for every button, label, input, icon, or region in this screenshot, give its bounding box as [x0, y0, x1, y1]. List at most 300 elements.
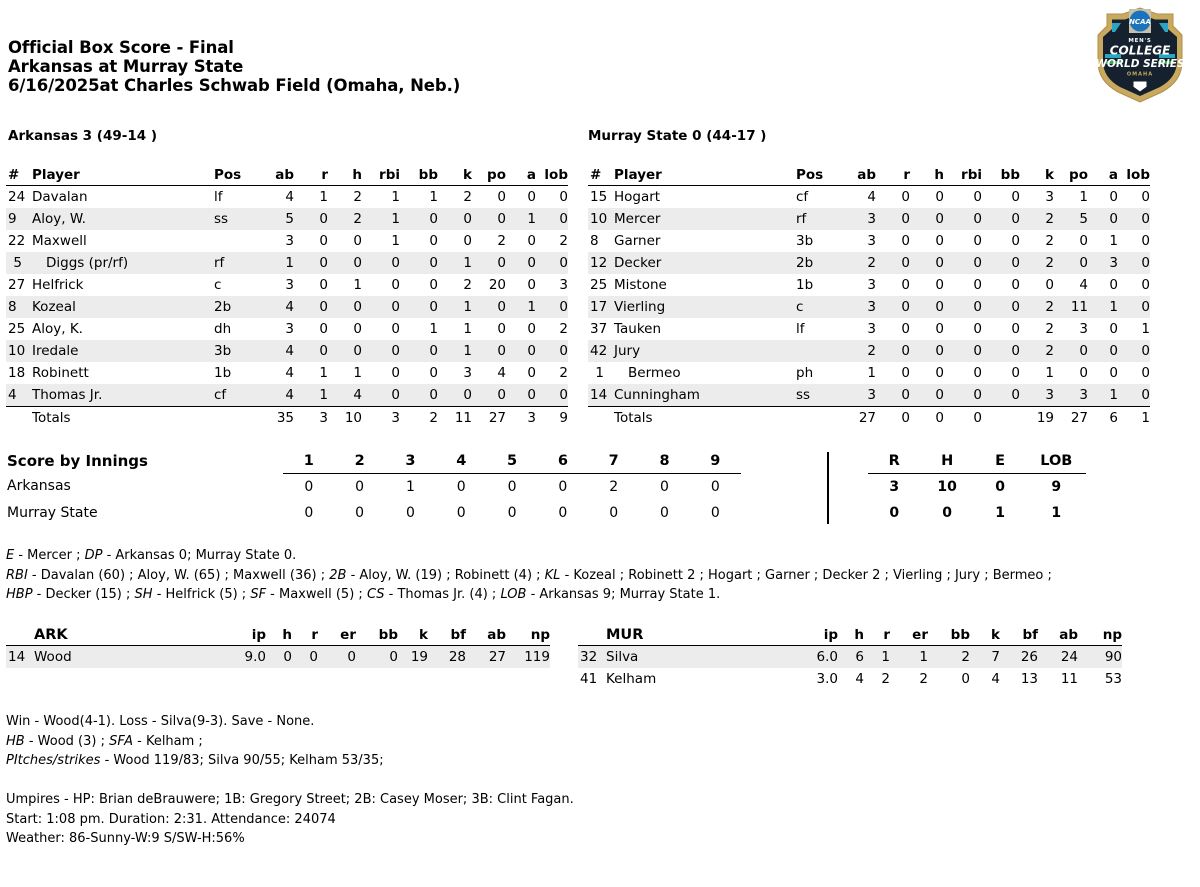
cell-rbi: 0 — [973, 277, 982, 293]
cell-r: 0 — [876, 208, 910, 230]
col-k: k — [438, 166, 472, 186]
cell-num: 5 — [6, 252, 32, 274]
totals-cell-rbi: 0 — [973, 410, 982, 426]
sbi-inning-3: 0 — [405, 504, 415, 521]
pit-cell-bb: 0 — [356, 646, 398, 669]
sbi-gap-b — [823, 473, 867, 500]
logo-mens-text: MEN'S — [1128, 38, 1152, 44]
inning-header-2: 2 — [334, 452, 385, 473]
cell-lob: 0 — [1118, 340, 1150, 362]
cell-ab: 4 — [285, 189, 294, 205]
col-bb: bb — [400, 166, 438, 186]
cell-rbi: 0 — [362, 340, 400, 362]
col-number: # — [588, 166, 614, 186]
sbi-hits: 0 — [942, 504, 953, 521]
cell-lob: 0 — [1118, 384, 1150, 407]
cell-pos: ss — [208, 208, 260, 230]
sbi-spacer-a — [741, 452, 824, 473]
cell-pos: ph — [796, 365, 814, 381]
sbi-lob: 9 — [1051, 478, 1062, 495]
pit-col-r: r — [292, 626, 318, 646]
sbi-inning-8: 0 — [660, 504, 669, 521]
pit-cell-name: Silva — [606, 646, 792, 669]
pit-cell-ab: 24 — [1038, 646, 1078, 669]
note-text-2b: - Aloy, W. (19) ; Robinett (4) ; — [346, 567, 545, 583]
cell-lob: 0 — [536, 340, 568, 362]
cell-num: 8 — [590, 233, 599, 249]
cell-a: 1 — [1088, 296, 1118, 318]
cell-k: 1 — [438, 340, 472, 362]
cell-bb: 0 — [429, 365, 438, 381]
cell-r: 0 — [876, 340, 910, 362]
away-team-record: Arkansas 3 (49-14 ) — [8, 128, 157, 144]
cell-h: 0 — [353, 321, 362, 337]
cell-po: 3 — [1079, 321, 1088, 337]
cell-ab: 4 — [260, 384, 294, 407]
table-row[interactable] — [6, 296, 568, 318]
pit-cell-bf: 28 — [428, 646, 466, 669]
arkansas-batting-body — [6, 186, 568, 430]
totals-cell-num — [588, 407, 614, 430]
decision-line: Win - Wood(4-1). Loss - Silva(9-3). Save - None. — [6, 714, 315, 729]
inning-header-6: 6 — [537, 452, 588, 473]
table-row[interactable] — [588, 252, 1150, 274]
sbi-inning-5: 0 — [507, 504, 517, 521]
cell-ab: 2 — [842, 340, 876, 362]
table-row[interactable] — [588, 318, 1150, 340]
cell-h: 0 — [910, 340, 944, 362]
cell-rbi: 0 — [362, 384, 400, 407]
cell-r: 0 — [319, 233, 328, 249]
cell-bb: 0 — [982, 252, 1020, 274]
cell-rbi: 0 — [973, 189, 982, 205]
cell-po: 20 — [488, 277, 506, 293]
sbi-inning-9: 0 — [710, 478, 720, 495]
sbi-runs: 0 — [889, 504, 900, 521]
cell-k: 0 — [463, 233, 472, 249]
totals-cell-bb: 2 — [429, 410, 438, 426]
pitching-team-label: MUR — [606, 626, 792, 646]
mcws-logo-svg — [1090, 6, 1190, 104]
cell-rbi: 0 — [391, 277, 400, 293]
cell-ab: 1 — [260, 252, 294, 274]
cell-ab: 4 — [285, 365, 294, 381]
sbi-header-row — [6, 452, 1086, 473]
cell-name: Vierling — [614, 296, 790, 318]
cell-po: 0 — [472, 384, 506, 407]
hb-sfa-line — [6, 732, 384, 752]
cell-h: 0 — [935, 233, 944, 249]
cell-bb: 0 — [982, 340, 1020, 362]
sbi-inning-1: 0 — [304, 504, 314, 521]
cell-h: 0 — [328, 296, 362, 318]
col-rbi: rbi — [944, 166, 982, 186]
cell-num: 18 — [8, 365, 26, 381]
cell-lob: 2 — [559, 233, 568, 249]
note-label-sh: SH — [134, 587, 153, 602]
pit-col-np: np — [506, 626, 550, 646]
cell-a: 0 — [527, 321, 536, 337]
cell-r: 0 — [294, 208, 328, 230]
notes-line-hbp-sh-sf-cs-lob — [6, 585, 1196, 605]
murray-state-pitching-table — [578, 626, 1122, 690]
cell-name: Aloy, W. — [32, 208, 208, 230]
score-by-innings-block — [6, 452, 1086, 530]
cell-num: 9 — [6, 208, 32, 230]
cell-r: 0 — [876, 296, 910, 318]
cell-ab: 3 — [867, 277, 876, 293]
pit-cell-ip: 6.0 — [792, 646, 838, 669]
cell-a: 1 — [506, 208, 536, 230]
cell-num: 10 — [588, 208, 614, 230]
col-ab: ab — [842, 166, 876, 186]
totals-cell-a: 3 — [527, 410, 536, 426]
table-row[interactable] — [588, 230, 1150, 252]
table-row[interactable] — [6, 384, 568, 407]
pit-cell-r: 1 — [864, 646, 890, 669]
cell-a: 0 — [1109, 321, 1118, 337]
totals-cell-pos — [790, 407, 842, 430]
sbi-gap-a — [741, 500, 824, 526]
mcws-logo — [1090, 6, 1190, 104]
cell-ab: 3 — [285, 321, 294, 337]
cell-rbi: 0 — [944, 208, 982, 230]
inning-header-4: 4 — [436, 452, 487, 473]
cell-po: 0 — [1079, 365, 1088, 381]
sbi-hits: 10 — [937, 478, 957, 495]
totals-cell-k: 11 — [454, 410, 472, 426]
footer-decisions-block — [6, 712, 384, 771]
note-text-sh: - Helfrick (5) ; — [152, 587, 251, 602]
col-k: k — [1020, 166, 1054, 186]
table-row[interactable] — [6, 252, 568, 274]
cell-r: 0 — [294, 340, 328, 362]
cell-lob: 0 — [1141, 277, 1150, 293]
pit-cell-np: 119 — [506, 646, 550, 669]
pit-cell-ip: 9.0 — [220, 646, 266, 669]
sbi-errors: 0 — [995, 478, 1005, 495]
pit-cell-er: 1 — [890, 646, 928, 669]
cell-rbi: 1 — [391, 189, 400, 205]
inning-header-3: 3 — [385, 452, 436, 473]
col-player: Player — [614, 166, 790, 186]
cell-bb: 0 — [1011, 189, 1020, 205]
cell-num: 37 — [590, 321, 608, 337]
pit-col-er: er — [890, 626, 928, 646]
cell-k: 2 — [1020, 252, 1054, 274]
cell-bb: 0 — [1011, 321, 1020, 337]
cell-a: 0 — [527, 365, 536, 381]
cell-ab: 3 — [842, 208, 876, 230]
cell-bb: 0 — [429, 233, 438, 249]
table-row[interactable] — [588, 296, 1150, 318]
cell-k: 2 — [463, 189, 472, 205]
pit-cell-k: 7 — [970, 646, 1000, 669]
cell-po: 0 — [1054, 252, 1088, 274]
cell-name: Tauken — [614, 321, 662, 337]
cell-po: 0 — [1079, 233, 1088, 249]
cell-r: 0 — [901, 321, 910, 337]
cell-rbi: 0 — [973, 365, 982, 381]
pit-cell-r: 0 — [292, 646, 318, 669]
cell-k: 1 — [438, 252, 472, 274]
pitches-strikes-line — [6, 751, 384, 771]
table-row[interactable] — [6, 208, 568, 230]
pit-col-ip: ip — [220, 626, 266, 646]
cell-pos: cf — [796, 189, 809, 205]
cell-name: Maxwell — [32, 233, 87, 249]
cell-num: 4 — [6, 384, 32, 407]
page-title: Official Box Score - Final — [8, 38, 234, 57]
cell-ab: 1 — [867, 365, 876, 381]
cell-r: 0 — [876, 384, 910, 407]
table-row[interactable] — [6, 340, 568, 362]
cell-num: 1 — [595, 365, 604, 381]
cell-r: 0 — [294, 296, 328, 318]
cell-name: Diggs (pr/rf) — [32, 252, 208, 274]
pit-cell-k: 19 — [398, 646, 428, 669]
table-row[interactable] — [6, 274, 568, 296]
cell-a: 1 — [506, 296, 536, 318]
col-bb: bb — [982, 166, 1020, 186]
cell-bb: 0 — [400, 340, 438, 362]
cell-k: 2 — [1045, 233, 1054, 249]
col-h: h — [910, 166, 944, 186]
cell-pos — [208, 230, 260, 252]
cell-po: 2 — [497, 233, 506, 249]
cell-k: 2 — [1020, 296, 1054, 318]
cell-name: Jury — [614, 340, 790, 362]
cell-bb: 0 — [1011, 233, 1020, 249]
col-h: h — [328, 166, 362, 186]
sbi-lob: 1 — [1051, 504, 1062, 521]
arkansas-batting-table — [6, 166, 568, 429]
cell-num: 17 — [588, 296, 614, 318]
cell-po: 3 — [1054, 384, 1088, 407]
pit-cell-num: 14 — [6, 646, 34, 669]
pit-col-h: h — [266, 626, 292, 646]
pit-cell-name: Kelham — [606, 671, 657, 687]
col-pos: Pos — [790, 166, 842, 186]
sbi-inning-2: 0 — [355, 504, 365, 521]
table-row[interactable] — [6, 362, 568, 384]
cell-name: Mercer — [614, 208, 790, 230]
col-lob: lob — [1118, 166, 1150, 186]
sbi-inning-8: 0 — [660, 478, 669, 495]
table-row[interactable] — [6, 186, 568, 209]
cell-pos: 1b — [796, 277, 814, 293]
cell-pos: 2b — [790, 252, 842, 274]
totals-cell-pos — [208, 407, 260, 430]
pit-col-h: h — [838, 626, 864, 646]
footer-text-pitches: - Wood 119/83; Silva 90/55; Kelham 53/35; — [100, 753, 384, 768]
sbi-inning-4: 0 — [456, 478, 466, 495]
cell-lob: 0 — [1141, 365, 1150, 381]
table-row[interactable] — [588, 274, 1150, 296]
cell-po: 0 — [1054, 340, 1088, 362]
pit-col-ab: ab — [466, 626, 506, 646]
table-row[interactable] — [588, 362, 1150, 384]
cell-po: 0 — [472, 208, 506, 230]
cell-pos: 2b — [208, 296, 260, 318]
cell-po: 0 — [497, 321, 506, 337]
table-row[interactable] — [6, 230, 568, 252]
umpires-line: Umpires - HP: Brian deBrauwere; 1B: Gregory Street; 2B: Casey Moser; 3B: Clint Fagan. — [6, 792, 574, 807]
cell-pos: rf — [208, 252, 260, 274]
totals-row — [6, 407, 568, 430]
cell-a: 0 — [1109, 189, 1118, 205]
cell-num: 12 — [588, 252, 614, 274]
cell-ab: 5 — [260, 208, 294, 230]
cell-h: 0 — [935, 365, 944, 381]
cell-ab: 2 — [842, 252, 876, 274]
cell-rbi: 0 — [944, 384, 982, 407]
cell-r: 0 — [319, 321, 328, 337]
sbi-inning-1: 0 — [304, 478, 314, 495]
note-label-kl: KL — [544, 567, 561, 583]
footer-label-hb: HB — [6, 733, 25, 749]
table-row[interactable] — [588, 340, 1150, 362]
col-ab: ab — [260, 166, 294, 186]
sbi-inning-7: 2 — [609, 478, 619, 495]
cell-a: 0 — [1088, 208, 1118, 230]
cell-num: 15 — [590, 189, 608, 205]
cell-lob: 0 — [1118, 252, 1150, 274]
cell-lob: 0 — [1118, 296, 1150, 318]
cell-a: 0 — [1088, 340, 1118, 362]
cell-po: 0 — [472, 296, 506, 318]
cell-h: 4 — [328, 384, 362, 407]
cell-bb: 1 — [429, 321, 438, 337]
col-r: r — [876, 166, 910, 186]
cell-lob: 0 — [1141, 189, 1150, 205]
pit-col-np: np — [1078, 626, 1122, 646]
cell-num: 14 — [588, 384, 614, 407]
cell-lob: 0 — [536, 384, 568, 407]
cell-lob: 0 — [1141, 233, 1150, 249]
cell-h: 0 — [910, 208, 944, 230]
game-notes-block — [6, 546, 1196, 605]
pitching-row[interactable] — [578, 646, 1122, 669]
pit-cell-h: 4 — [855, 671, 864, 687]
cell-rbi: 0 — [944, 340, 982, 362]
sbi-errors: 1 — [995, 504, 1005, 521]
cell-rbi: 0 — [973, 321, 982, 337]
cell-a: 0 — [527, 233, 536, 249]
cell-h: 0 — [935, 277, 944, 293]
cell-rbi: 0 — [391, 365, 400, 381]
pit-cell-name: Wood — [34, 646, 220, 669]
pitching-header-row — [6, 626, 550, 646]
cell-h: 0 — [328, 340, 362, 362]
pit-cell-er: 2 — [919, 671, 928, 687]
pit-col-bf: bf — [428, 626, 466, 646]
cell-name: Davalan — [32, 189, 88, 205]
pitching-row[interactable] — [6, 646, 550, 669]
table-row[interactable] — [588, 186, 1150, 209]
totals-cell-r: 0 — [901, 410, 910, 426]
note-label-rbi: RBI — [6, 567, 28, 583]
totals-cell-h: 10 — [344, 410, 362, 426]
pit-col-number — [578, 626, 606, 646]
table-row[interactable] — [6, 318, 568, 340]
sbi-gap-a — [741, 473, 824, 500]
cell-bb: 0 — [1011, 365, 1020, 381]
cell-pos: dh — [214, 321, 232, 337]
col-lob: lob — [536, 166, 568, 186]
cell-rbi: 1 — [362, 208, 400, 230]
cell-name: Aloy, K. — [32, 321, 83, 337]
cell-name: Mistone — [614, 277, 667, 293]
pit-cell-np: 53 — [1104, 671, 1122, 687]
cell-r: 1 — [319, 365, 328, 381]
cell-pos: c — [214, 277, 222, 293]
pit-col-er: er — [318, 626, 356, 646]
cell-a: 0 — [527, 189, 536, 205]
cell-ab: 4 — [260, 340, 294, 362]
cell-pos: lf — [214, 189, 223, 205]
cell-ab: 3 — [285, 233, 294, 249]
cell-rbi: 0 — [944, 252, 982, 274]
score-by-innings-body — [6, 473, 1086, 526]
note-label-2b: 2B — [329, 567, 347, 583]
pit-col-bb: bb — [928, 626, 970, 646]
table-row[interactable] — [588, 208, 1150, 230]
inning-header-5: 5 — [487, 452, 538, 473]
cell-num: 25 — [8, 321, 26, 337]
pit-col-ip: ip — [792, 626, 838, 646]
totals-cell-name: Totals — [614, 410, 653, 426]
totals-cell-ab: 35 — [276, 410, 294, 426]
col-a: a — [506, 166, 536, 186]
note-text-sf: - Maxwell (5) ; — [266, 587, 367, 602]
cell-h: 1 — [353, 365, 362, 381]
pit-col-r: r — [864, 626, 890, 646]
cell-a: 0 — [527, 277, 536, 293]
cell-pos: lf — [796, 321, 805, 337]
table-row[interactable] — [588, 384, 1150, 407]
cell-lob: 1 — [1141, 321, 1150, 337]
cell-lob: 3 — [559, 277, 568, 293]
sbi-inning-2: 0 — [355, 478, 365, 495]
pit-col-k: k — [970, 626, 1000, 646]
note-text-lob: - Arkansas 9; Murray State 1. — [526, 587, 721, 602]
cell-lob: 0 — [1118, 208, 1150, 230]
pit-col-bf: bf — [1000, 626, 1038, 646]
col-rbi: rbi — [362, 166, 400, 186]
sbi-inning-7: 0 — [609, 504, 619, 521]
pit-cell-bf: 26 — [1000, 646, 1038, 669]
cell-bb: 0 — [429, 277, 438, 293]
cell-name: Decker — [614, 252, 790, 274]
inning-header-8: 8 — [639, 452, 690, 473]
cell-ab: 3 — [842, 384, 876, 407]
cell-bb: 0 — [400, 296, 438, 318]
cell-bb: 0 — [982, 384, 1020, 407]
cell-ab: 3 — [867, 321, 876, 337]
pitching-row[interactable] — [578, 668, 1122, 690]
pitching-team-label: ARK — [34, 626, 220, 646]
cell-a: 0 — [506, 340, 536, 362]
cell-r: 0 — [901, 189, 910, 205]
totals-cell-k: 19 — [1036, 410, 1054, 426]
cell-name: Kozeal — [32, 296, 208, 318]
cell-name: Bermeo — [628, 365, 681, 381]
note-text-dp: - Arkansas 0; Murray State 0. — [102, 548, 297, 563]
note-text-e: - Mercer ; — [14, 548, 85, 563]
score-summary-divider — [827, 452, 829, 524]
summary-header-h: H — [921, 452, 974, 473]
